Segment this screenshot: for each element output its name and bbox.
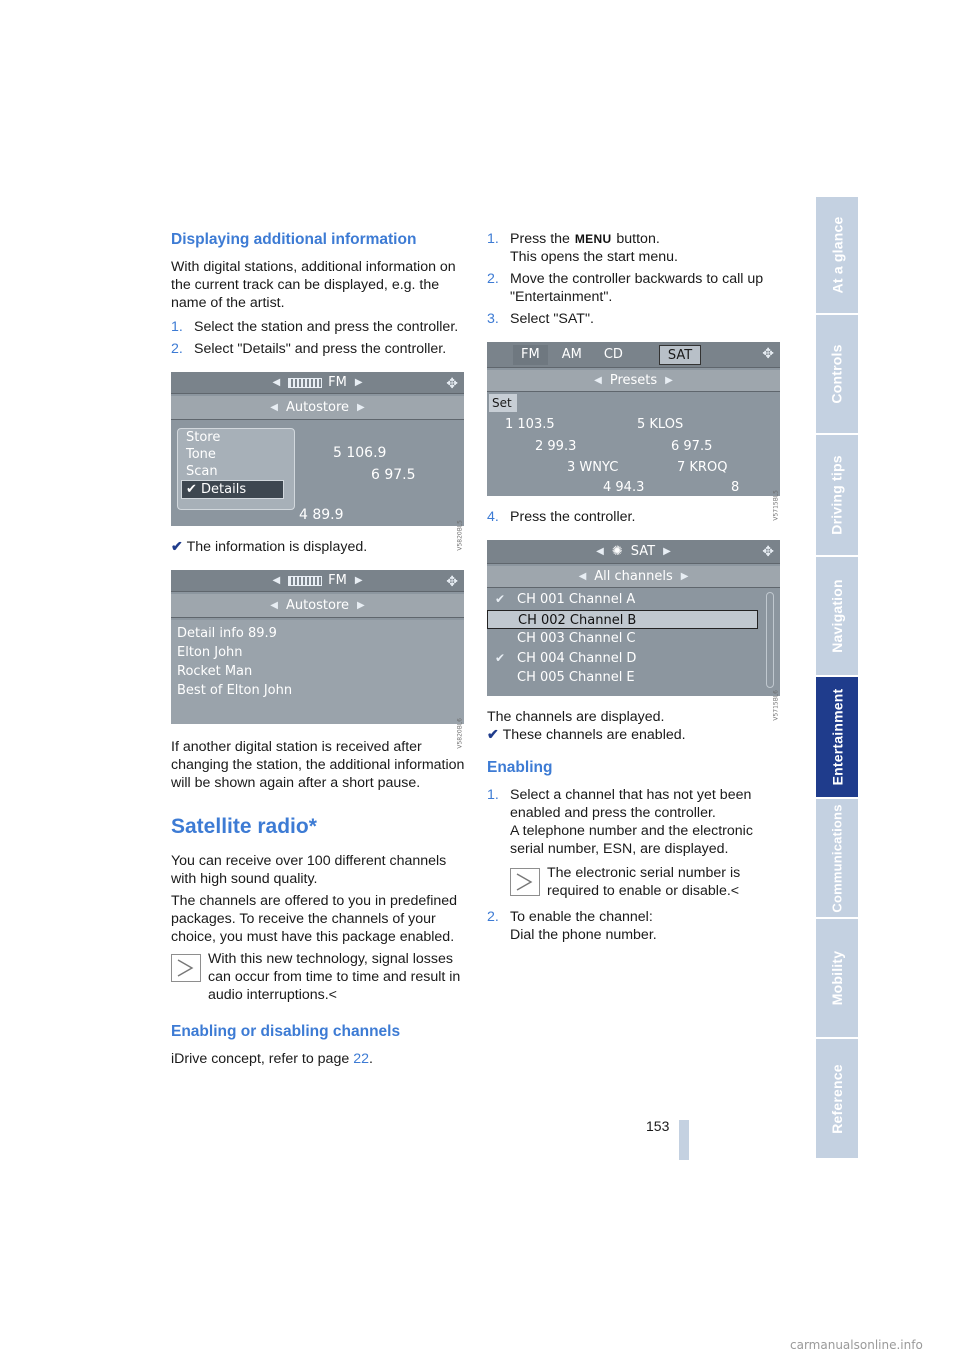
paragraph: If another digital station is received after changing the station, the additional information will be shown again after a short pause. (171, 739, 465, 791)
page-number: 153 (646, 1118, 670, 1134)
image-code: V5820BL6 (457, 718, 464, 749)
channel-row[interactable] (487, 629, 758, 649)
tab-cd[interactable]: CD (603, 347, 623, 362)
left-arrow-icon: ◀ (594, 374, 602, 386)
radio-icon (288, 378, 322, 388)
left-arrow-icon: ◀ (270, 401, 278, 413)
screen-second-bar (487, 370, 780, 392)
set-button[interactable]: Set (489, 394, 517, 412)
page-number-bar (679, 1120, 689, 1160)
step-number: 1. (171, 319, 183, 335)
preset-value[interactable]: 5 KLOS (637, 417, 684, 432)
tab-am[interactable]: AM (561, 347, 582, 362)
step1-line2: This opens the start menu. (510, 249, 678, 265)
channel-label: CH 004 Channel D (517, 650, 637, 666)
right-arrow-icon: ▶ (663, 545, 671, 557)
preset-value: 5 106.9 (333, 445, 387, 461)
step-number: 1. (487, 787, 499, 803)
step-number: 2. (487, 271, 499, 287)
heading-additional-info: Displaying additional information (171, 231, 417, 248)
tab-communications[interactable] (816, 799, 858, 919)
tab-label: Mobility (829, 950, 846, 1006)
source-tabs (513, 345, 701, 365)
enable-step2-b: Dial the phone number. (510, 927, 657, 943)
option-scan[interactable]: Scan (186, 464, 218, 479)
screen-subtitle: All channels (594, 568, 673, 584)
step-number: 1. (487, 231, 499, 247)
step-text: Move the controller backwards to call up "Entertainment". (510, 271, 764, 305)
note-signal-loss (171, 950, 467, 1004)
tab-at-a-glance[interactable] (816, 197, 858, 315)
enable-step1-b: A telephone number and the electronic serial number, ESN, are displayed. (510, 823, 753, 857)
tab-controls[interactable] (816, 315, 858, 435)
right-arrow-icon: ▶ (357, 599, 365, 611)
left-column (171, 230, 467, 1068)
right-column (487, 230, 780, 944)
right-arrow-icon: ▶ (354, 574, 363, 586)
tab-label: Reference (829, 1063, 846, 1134)
step-number: 4. (487, 509, 499, 525)
heading-enable-disable: Enabling or disabling channels (171, 1023, 401, 1040)
enable-step1: Select a channel that has not yet been enabled and press the controller. (510, 787, 752, 821)
step-text (510, 230, 777, 266)
right-arrow-icon: ▶ (680, 570, 689, 582)
detail-line: Best of Elton John (177, 683, 293, 698)
note-end-mark: < (328, 987, 337, 1003)
step-text: Select "SAT". (510, 311, 594, 327)
paragraph: With digital stations, additional information on the current track can be displayed, e.g. the name of the artist. (171, 259, 456, 311)
channel-row[interactable] (487, 590, 758, 610)
watermark: carmanualsonline.info (790, 1338, 923, 1352)
controller-icon: ✥ (446, 376, 458, 392)
note-esn (510, 864, 777, 900)
right-arrow-icon: ▶ (357, 401, 365, 413)
screen-second-bar (171, 594, 464, 618)
page-link[interactable]: 22 (353, 1051, 369, 1067)
channel-row[interactable] (487, 668, 758, 688)
step-item (171, 340, 467, 358)
idrive-screen-detail-info (171, 570, 464, 749)
paragraph (487, 726, 777, 744)
check-icon: ✔ (495, 650, 506, 665)
left-arrow-icon: ◀ (596, 545, 604, 557)
paragraph (171, 538, 467, 556)
step-item (487, 310, 777, 328)
paragraph: The channels are displayed. (487, 709, 665, 725)
detail-line: Rocket Man (177, 664, 253, 679)
option-details[interactable] (181, 480, 284, 499)
preset-value[interactable]: 1 103.5 (505, 417, 555, 432)
controller-icon: ✥ (762, 544, 774, 560)
check-icon: ✔ (186, 482, 197, 497)
tab-label: Communications (829, 803, 845, 913)
punctuation: . (368, 1051, 373, 1067)
image-code: V5820BL5 (457, 520, 464, 551)
heading-satellite-radio: Satellite radio* (171, 815, 317, 838)
section-tabs (816, 197, 858, 1160)
step-text: Select "Details" and press the controller. (194, 341, 447, 357)
preset-value[interactable]: 4 94.3 (603, 480, 645, 495)
preset-value: 6 97.5 (371, 467, 416, 483)
note-arrow-icon (171, 954, 201, 982)
controller-icon: ✥ (446, 574, 458, 590)
step-number: 3. (487, 311, 499, 327)
step-item (487, 908, 777, 944)
step-number: 2. (171, 341, 183, 357)
preset-value[interactable]: 2 99.3 (535, 439, 577, 454)
note-text: The electronic serial number is required to enable or disable. (547, 865, 741, 899)
tab-entertainment[interactable] (816, 677, 858, 799)
left-arrow-icon: ◀ (578, 570, 587, 582)
enable-step2: To enable the channel: (510, 909, 653, 925)
screen-subtitle: Autostore (285, 399, 350, 415)
check-icon: ✔ (495, 592, 506, 606)
step-item (171, 318, 467, 336)
detail-line: Detail info 89.9 (177, 626, 277, 641)
left-arrow-icon: ◀ (272, 574, 281, 586)
check-icon: ✔ (487, 727, 499, 743)
preset-value[interactable]: 6 97.5 (671, 439, 713, 454)
tab-label: Controls (829, 344, 845, 404)
channel-label: CH 002 Channel B (518, 612, 637, 628)
screen-subtitle: Presets (609, 372, 658, 388)
info-displayed-text: The information is displayed. (186, 539, 368, 555)
step1-post: button. (616, 231, 660, 247)
option-store[interactable]: Store (186, 430, 221, 445)
screen-second-bar (171, 396, 464, 420)
image-code: V5715BL5 (773, 490, 780, 521)
radio-icon (288, 576, 322, 586)
option-tone[interactable]: Tone (186, 447, 216, 462)
paragraph (171, 1050, 467, 1068)
channels-enabled-text: These channels are enabled. (502, 727, 686, 743)
screen-top-bar (171, 372, 464, 394)
heading-enabling: Enabling (487, 759, 553, 776)
paragraph: The channels are offered to you in predefined packages. To receive the channels of your choice, you must have this package enabled. (171, 893, 458, 945)
step-item (487, 230, 777, 266)
tab-reference[interactable] (816, 1039, 858, 1160)
screen-title: SAT (630, 543, 656, 559)
controller-icon: ✥ (762, 346, 774, 362)
paragraph: You can receive over 100 different channels with high sound quality. (171, 853, 447, 887)
note-text: With this new technology, signal losses can occur from time to time and result in audio interruptions. (208, 951, 461, 1003)
option-details-label: Details (201, 482, 247, 497)
tab-navigation[interactable] (816, 557, 858, 677)
screen-top-bar (171, 570, 464, 592)
screen-second-bar (487, 566, 780, 588)
right-arrow-icon: ▶ (665, 374, 673, 386)
idrive-text: iDrive concept, refer to page (171, 1051, 350, 1067)
tab-mobility[interactable] (816, 919, 858, 1039)
channel-row[interactable] (487, 649, 758, 669)
left-arrow-icon: ◀ (270, 599, 278, 611)
preset-value: 4 89.9 (299, 507, 344, 523)
left-arrow-icon: ◀ (272, 376, 281, 388)
menu-key-icon: MENU (574, 232, 612, 246)
preset-value[interactable]: 7 KROQ (677, 460, 728, 475)
preset-value[interactable]: 8 100.5 (731, 480, 769, 513)
options-popup[interactable] (177, 428, 295, 510)
step1-pre: Press the (510, 231, 570, 247)
list-scrollbar[interactable] (766, 592, 774, 688)
tab-label: Driving tips (829, 455, 846, 535)
screen-subtitle: Autostore (285, 597, 350, 613)
channel-label: CH 005 Channel E (517, 670, 635, 685)
step-text (510, 908, 777, 944)
step-text (510, 786, 777, 858)
tab-label: Navigation (829, 579, 846, 653)
channel-label: CH 003 Channel C (517, 631, 636, 646)
note-arrow-icon (510, 868, 540, 896)
image-code: V5715BL6 (773, 690, 780, 721)
tab-label: Entertainment (829, 688, 846, 786)
step-item (487, 786, 777, 858)
screen-title: FM (328, 374, 347, 390)
satellite-icon: ✺ (611, 543, 623, 559)
step-number: 2. (487, 909, 499, 925)
step-text: Select the station and press the controller. (194, 319, 459, 335)
note-end-mark: < (730, 883, 740, 899)
tab-label: At a glance (829, 216, 846, 294)
screen-title: FM (328, 572, 347, 588)
detail-info-panel (171, 620, 464, 724)
tab-fm[interactable]: FM (513, 345, 548, 365)
step-item (487, 270, 777, 306)
screen-top-bar (487, 540, 780, 564)
preset-value[interactable]: 3 WNYC (567, 460, 619, 475)
step-text: Press the controller. (510, 509, 636, 525)
channel-label: CH 001 Channel A (517, 592, 636, 607)
tab-driving-tips[interactable] (816, 435, 858, 557)
check-icon: ✔ (171, 539, 183, 555)
detail-line: Elton John (177, 645, 243, 660)
channel-list (487, 590, 758, 688)
right-arrow-icon: ▶ (354, 376, 363, 388)
channel-row-selected[interactable] (487, 610, 758, 630)
tab-sat[interactable]: SAT (659, 345, 701, 365)
